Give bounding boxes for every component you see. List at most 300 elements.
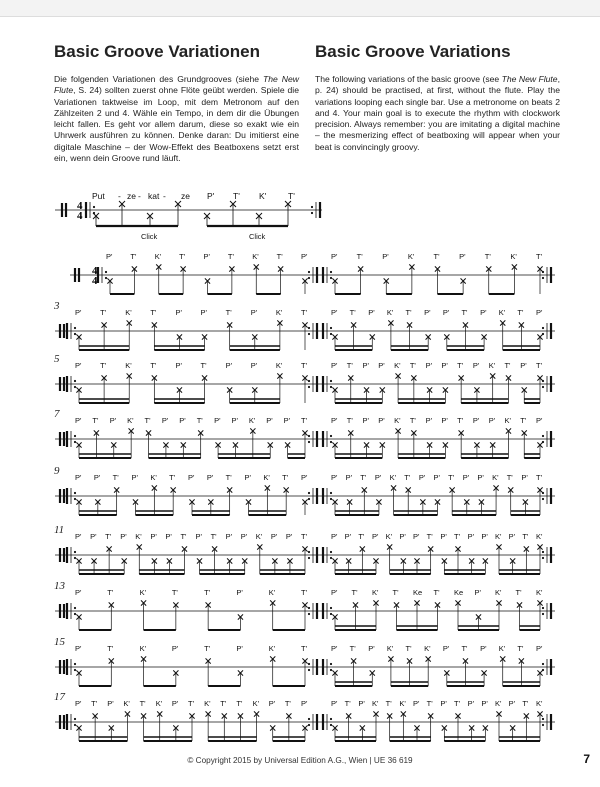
syllable-label: K' xyxy=(510,252,517,261)
syllable-label: P' xyxy=(75,644,82,653)
measure-number: 11 xyxy=(54,524,65,536)
repeat-dot xyxy=(330,492,332,494)
syllable-label: T' xyxy=(180,532,187,541)
repeat-dot xyxy=(74,386,76,388)
repeat-dot xyxy=(74,718,76,720)
repeat-dot xyxy=(74,551,76,553)
page-number: 7 xyxy=(583,752,590,766)
syllable-label: T' xyxy=(225,308,232,317)
repeat-dot xyxy=(308,277,310,279)
syllable-label: T' xyxy=(409,416,416,425)
syllable-label: P' xyxy=(536,416,543,425)
syllable-label: P' xyxy=(90,532,97,541)
syllable-label: K' xyxy=(263,473,270,482)
syllable-label: T' xyxy=(220,699,227,708)
book-title-german: The New Flute xyxy=(54,74,299,96)
syllable-label: T' xyxy=(301,588,308,597)
syllable-label: P' xyxy=(75,588,82,597)
repeat-dot xyxy=(308,271,310,273)
syllable-label: K' xyxy=(139,588,147,597)
syllable-label: P' xyxy=(195,532,202,541)
syllable-label: K' xyxy=(275,361,283,370)
measure-number: 5 xyxy=(54,353,60,365)
syllable-label: T' xyxy=(404,473,411,482)
repeat-dot xyxy=(330,271,332,273)
syllable-label: P' xyxy=(93,473,101,482)
syllable-label: - xyxy=(163,191,166,201)
syllable-label: P' xyxy=(331,308,338,317)
system-7 xyxy=(55,588,555,630)
repeat-dot xyxy=(330,327,332,329)
repeat-dot xyxy=(74,380,76,382)
syllable-label: K' xyxy=(498,308,506,317)
syllable-label: P' xyxy=(331,532,338,541)
time-signature-bottom: 4 xyxy=(77,210,83,222)
repeat-dot xyxy=(74,724,76,726)
syllable-label: T' xyxy=(517,308,524,317)
repeat-dot xyxy=(330,607,332,609)
repeat-dot xyxy=(542,663,544,665)
syllable-label: T' xyxy=(288,191,295,201)
syllable-label: K' xyxy=(155,699,163,708)
copyright-footer: © Copyright 2015 by Universal Edition A.G., Wien | UE 36 619 xyxy=(187,756,413,765)
title-german: Basic Groove Variationen xyxy=(54,42,260,61)
click-label: Click xyxy=(141,232,158,241)
syllable-label: T' xyxy=(179,252,186,261)
syllable-label: Ke xyxy=(413,588,423,597)
syllable-label: T' xyxy=(188,699,195,708)
time-signature-top: 4 xyxy=(77,200,83,212)
repeat-dot xyxy=(308,435,310,437)
syllable-label: P' xyxy=(459,252,466,261)
syllable-label: T' xyxy=(150,308,157,317)
syllable-label: P' xyxy=(480,308,487,317)
repeat-dot xyxy=(330,663,332,665)
syllable-label: T' xyxy=(139,699,146,708)
repeat-dot xyxy=(74,663,76,665)
syllable-label: K' xyxy=(536,532,543,541)
syllable-label: T' xyxy=(358,532,365,541)
syllable-label: T' xyxy=(351,588,358,597)
syllable-label: P' xyxy=(75,473,82,482)
repeat-dot xyxy=(74,492,76,494)
measure-number: 9 xyxy=(54,465,60,477)
syllable-label: T' xyxy=(100,361,107,370)
syllable-label: P' xyxy=(244,473,251,482)
repeat-dot xyxy=(74,607,76,609)
repeat-dot xyxy=(308,607,310,609)
syllable-label: P' xyxy=(433,473,440,482)
syllable-label: K' xyxy=(492,473,499,482)
paragraph-english-part1: The following variations of the basic groove (see xyxy=(315,74,502,84)
syllable-label: T' xyxy=(225,473,232,482)
syllable-label: T' xyxy=(457,416,464,425)
repeat-dot xyxy=(330,557,332,559)
syllable-label: kat xyxy=(148,191,160,201)
syllable-label: T' xyxy=(405,308,412,317)
syllable-label: P' xyxy=(75,308,82,317)
syllable-label: T' xyxy=(515,588,522,597)
repeat-dot xyxy=(330,498,332,500)
syllable-label: T' xyxy=(346,416,353,425)
syllable-label: K' xyxy=(259,191,267,201)
syllable-label: T' xyxy=(536,361,543,370)
repeat-dot xyxy=(105,271,107,273)
syllable-label: T' xyxy=(284,699,291,708)
syllable-label: P' xyxy=(331,252,338,261)
syllable-label: P' xyxy=(331,644,338,653)
syllable-label: T' xyxy=(457,361,464,370)
syllable-label: T' xyxy=(112,473,119,482)
syllable-label: T' xyxy=(522,699,529,708)
syllable-label: ze xyxy=(127,191,136,201)
syllable-label: T' xyxy=(301,644,308,653)
repeat-dot xyxy=(330,551,332,553)
syllable-label: T' xyxy=(100,308,107,317)
syllable-label: - xyxy=(118,191,121,201)
syllable-label: P' xyxy=(225,532,233,541)
syllable-label: P' xyxy=(399,532,406,541)
syllable-label: T' xyxy=(105,532,112,541)
syllable-label: K' xyxy=(127,416,134,425)
syllable-label: P' xyxy=(440,532,447,541)
syllable-label: P' xyxy=(520,361,527,370)
syllable-label: T' xyxy=(536,473,543,482)
repeat-dot xyxy=(542,327,544,329)
time-signature-top: 4 xyxy=(92,265,98,277)
repeat-dot xyxy=(330,435,332,437)
syllable-label: P' xyxy=(179,416,186,425)
measure-number: 15 xyxy=(54,636,65,648)
syllable-label: T' xyxy=(349,644,356,653)
repeat-dot xyxy=(308,663,310,665)
repeat-dot xyxy=(542,557,544,559)
syllable-label: P' xyxy=(481,532,488,541)
syllable-label: ze xyxy=(181,191,190,201)
syllable-label: K' xyxy=(399,699,406,708)
syllable-label: K' xyxy=(394,361,401,370)
syllable-label: P' xyxy=(440,699,447,708)
repeat-dot xyxy=(542,498,544,500)
syllable-label: P' xyxy=(331,361,338,370)
paragraph-english-part2: , p. 24) should be practised, at first, without the flute. Play the variations looping each single bar. Use a metronome on beats 2 and 4. Your main goal is to execute the rhythm with clockwork precision. Always remember: you are imitating a digital machine – the mesmerizing effect of beatboxing will appear when your beat is convincingly groovy. xyxy=(315,74,560,152)
syllable-label: P' xyxy=(331,588,338,597)
syllable-label: P' xyxy=(109,416,117,425)
syllable-label: P' xyxy=(442,308,450,317)
syllable-label: T' xyxy=(385,699,392,708)
syllable-label: K' xyxy=(394,416,401,425)
syllable-label: T' xyxy=(210,532,217,541)
repeat-dot xyxy=(542,613,544,615)
syllable-label: K' xyxy=(495,588,502,597)
syllable-label: P' xyxy=(225,361,233,370)
syllable-label: K' xyxy=(150,473,157,482)
repeat-dot xyxy=(105,277,107,279)
syllable-label: P' xyxy=(75,361,82,370)
syllable-label: K' xyxy=(495,532,502,541)
syllable-label: K' xyxy=(385,532,393,541)
syllable-label: P' xyxy=(425,416,433,425)
syllable-label: P' xyxy=(106,252,113,261)
syllable-label: P' xyxy=(266,416,273,425)
syllable-label: P' xyxy=(203,252,210,261)
repeat-dot xyxy=(74,333,76,335)
syllable-label: P' xyxy=(474,588,481,597)
syllable-label: P' xyxy=(231,416,238,425)
syllable-label: P' xyxy=(301,699,308,708)
repeat-dot xyxy=(542,551,544,553)
syllable-label: P' xyxy=(301,473,308,482)
syllable-label: T' xyxy=(392,588,399,597)
syllable-label: P' xyxy=(372,532,379,541)
syllable-label: P' xyxy=(150,532,157,541)
syllable-label: T' xyxy=(301,308,308,317)
syllable-label: P' xyxy=(467,532,475,541)
syllable-label: P' xyxy=(472,361,480,370)
syllable-label: K' xyxy=(372,588,379,597)
syllable-label: T' xyxy=(360,473,367,482)
repeat-dot xyxy=(542,386,544,388)
syllable-label: P' xyxy=(214,416,221,425)
syllable-label: P' xyxy=(413,532,420,541)
repeat-dot xyxy=(308,718,310,720)
click-label: Click xyxy=(249,232,266,241)
syllable-label: T' xyxy=(204,644,211,653)
syllable-label: P' xyxy=(331,473,338,482)
syllable-label: P' xyxy=(480,644,487,653)
repeat-dot xyxy=(74,669,76,671)
syllable-label: P' xyxy=(378,361,385,370)
syllable-label: T' xyxy=(171,588,178,597)
syllable-label: K' xyxy=(536,699,543,708)
repeat-dot xyxy=(308,327,310,329)
syllable-label: K' xyxy=(536,588,543,597)
repeat-dot xyxy=(330,333,332,335)
syllable-label: T' xyxy=(200,361,207,370)
syllable-label: K' xyxy=(372,699,379,708)
syllable-label: P' xyxy=(425,361,433,370)
syllable-label: T' xyxy=(405,644,412,653)
syllable-label: P' xyxy=(481,699,488,708)
syllable-label: P' xyxy=(442,644,450,653)
syllable-label: T' xyxy=(301,416,308,425)
syllable-label: K' xyxy=(255,532,263,541)
repeat-dot xyxy=(330,277,332,279)
syllable-label: K' xyxy=(135,532,142,541)
paragraph-german-part1: Die folgenden Variationen des Grundgrooves (siehe xyxy=(54,74,264,84)
syllable-label: T' xyxy=(227,252,234,261)
syllable-label: P' xyxy=(536,308,543,317)
time-signature-bottom: 4 xyxy=(92,275,98,287)
syllable-label: P' xyxy=(362,416,369,425)
syllable-label: P' xyxy=(75,416,82,425)
syllable-label: P' xyxy=(107,699,114,708)
syllable-label: T' xyxy=(433,252,440,261)
syllable-label: T' xyxy=(536,252,543,261)
syllable-label: P' xyxy=(508,699,516,708)
syllable-label: P' xyxy=(477,473,484,482)
syllable-label: Put xyxy=(92,191,105,201)
syllable-label: T' xyxy=(346,361,353,370)
syllable-label: P' xyxy=(424,308,431,317)
repeat-dot xyxy=(330,441,332,443)
syllable-label: P' xyxy=(240,532,248,541)
syllable-label: P' xyxy=(270,532,278,541)
repeat-dot xyxy=(308,613,310,615)
system-4 xyxy=(55,416,555,458)
syllable-label: P' xyxy=(188,473,195,482)
measure-number: 3 xyxy=(54,300,60,312)
syllable-label: P' xyxy=(250,308,258,317)
syllable-label: P' xyxy=(331,699,338,708)
measure-number: 13 xyxy=(54,580,65,592)
syllable-label: - xyxy=(138,191,141,201)
syllable-label: T' xyxy=(522,532,529,541)
syllable-label: K' xyxy=(252,252,259,261)
syllable-label: T' xyxy=(454,699,461,708)
syllable-label: T' xyxy=(356,252,363,261)
repeat-dot xyxy=(542,724,544,726)
measure-number: 17 xyxy=(54,691,65,703)
syllable-label: K' xyxy=(123,699,130,708)
syllable-label: P' xyxy=(175,361,182,370)
system-9 xyxy=(55,699,555,741)
syllable-label: P' xyxy=(508,532,516,541)
syllable-label: P' xyxy=(374,473,382,482)
syllable-label: T' xyxy=(236,699,243,708)
repeat-dot xyxy=(308,669,310,671)
syllable-label: P' xyxy=(207,191,215,201)
repeat-dot xyxy=(74,441,76,443)
syllable-label: K' xyxy=(498,644,506,653)
syllable-label: T' xyxy=(301,361,308,370)
syllable-label: K' xyxy=(154,252,162,261)
syllable-label: K' xyxy=(252,699,260,708)
syllable-label: T' xyxy=(107,588,114,597)
syllable-label: P' xyxy=(236,588,243,597)
syllable-label: P' xyxy=(488,416,496,425)
syllable-label: T' xyxy=(520,416,527,425)
system-3 xyxy=(55,361,555,403)
syllable-label: P' xyxy=(236,644,243,653)
syllable-label: T' xyxy=(130,252,137,261)
syllable-label: T' xyxy=(426,532,433,541)
syllable-label: K' xyxy=(248,416,256,425)
syllable-label: P' xyxy=(378,416,385,425)
syllable-label: P' xyxy=(165,532,172,541)
syllable-label: K' xyxy=(275,308,283,317)
syllable-label: T' xyxy=(301,532,308,541)
syllable-label: P' xyxy=(120,532,127,541)
repeat-dot xyxy=(330,380,332,382)
repeat-dot xyxy=(308,551,310,553)
syllable-label: P' xyxy=(536,644,543,653)
syllable-label: P' xyxy=(331,416,338,425)
repeat-dot xyxy=(74,498,76,500)
syllable-label: T' xyxy=(461,308,468,317)
repeat-dot xyxy=(330,669,332,671)
syllable-label: K' xyxy=(495,699,502,708)
system-6 xyxy=(55,532,555,574)
syllable-label: P' xyxy=(285,532,293,541)
syllable-label: P' xyxy=(171,644,179,653)
syllable-label: T' xyxy=(461,644,468,653)
syllable-label: P' xyxy=(462,473,470,482)
syllable-label: P' xyxy=(301,252,308,261)
syllable-label: P' xyxy=(171,699,179,708)
syllable-label: Ke xyxy=(454,588,464,597)
syllable-label: P' xyxy=(131,473,138,482)
syllable-label: K' xyxy=(268,588,276,597)
syllable-label: P' xyxy=(368,308,375,317)
syllable-label: T' xyxy=(92,416,99,425)
repeat-dot xyxy=(74,613,76,615)
syllable-label: K' xyxy=(386,308,394,317)
syllable-label: T' xyxy=(344,699,351,708)
syllable-label: T' xyxy=(484,252,491,261)
syllable-label: P' xyxy=(75,699,82,708)
syllable-label: P' xyxy=(161,416,169,425)
syllable-label: T' xyxy=(517,644,524,653)
system-2 xyxy=(55,308,555,350)
repeat-dot xyxy=(308,498,310,500)
syllable-label: T' xyxy=(349,308,356,317)
syllable-label: P' xyxy=(206,473,214,482)
syllable-label: K' xyxy=(488,361,496,370)
syllable-label: P' xyxy=(358,699,365,708)
repeat-dot xyxy=(74,435,76,437)
syllable-label: K' xyxy=(504,416,511,425)
repeat-dot xyxy=(542,435,544,437)
syllable-label: P' xyxy=(441,416,448,425)
syllable-label: T' xyxy=(433,588,440,597)
syllable-label: T' xyxy=(282,473,289,482)
title-english: Basic Groove Variations xyxy=(315,42,511,61)
repeat-dot xyxy=(542,607,544,609)
repeat-dot xyxy=(330,724,332,726)
syllable-label: T' xyxy=(448,473,455,482)
syllable-label: T' xyxy=(454,532,461,541)
syllable-label: K' xyxy=(389,473,397,482)
measure-number: 7 xyxy=(54,408,60,420)
syllable-label: P' xyxy=(368,644,375,653)
repeat-dot xyxy=(330,718,332,720)
syllable-label: P' xyxy=(283,416,291,425)
syllable-label: T' xyxy=(233,191,240,201)
syllable-label: K' xyxy=(125,361,132,370)
system-1 xyxy=(70,252,555,294)
syllable-label: P' xyxy=(467,699,475,708)
repeat-dot xyxy=(308,333,310,335)
repeat-dot xyxy=(542,718,544,720)
syllable-label: K' xyxy=(424,644,431,653)
syllable-label: K' xyxy=(139,644,147,653)
system-8 xyxy=(55,644,555,686)
syllable-label: P' xyxy=(75,532,82,541)
syllable-label: P' xyxy=(200,308,207,317)
syllable-label: T' xyxy=(276,252,283,261)
repeat-dot xyxy=(308,492,310,494)
syllable-label: T' xyxy=(150,361,157,370)
repeat-dot xyxy=(74,327,76,329)
syllable-label: T' xyxy=(426,699,433,708)
syllable-label: T' xyxy=(204,588,211,597)
syllable-label: P' xyxy=(521,473,528,482)
syllable-label: K' xyxy=(407,252,415,261)
syllable-label: P' xyxy=(268,699,276,708)
syllable-label: P' xyxy=(441,361,448,370)
syllable-label: T' xyxy=(504,361,511,370)
